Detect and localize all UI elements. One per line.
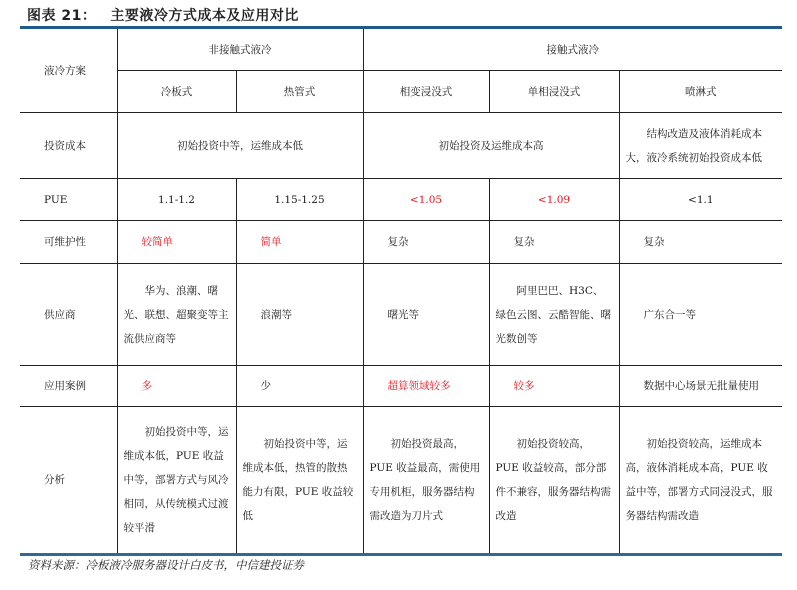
cell-investment-spray: 结构改造及液体消耗成本大，液冷系统初始投资成本低 bbox=[619, 113, 782, 179]
table-row bbox=[20, 179, 782, 221]
row-label-analysis: 分析 bbox=[20, 407, 117, 555]
cell-pue: <1.05 bbox=[363, 179, 489, 221]
row-label-investment: 投资成本 bbox=[20, 113, 117, 179]
cell-suppliers: 广东合一等 bbox=[619, 264, 782, 366]
cell-pue: <1.1 bbox=[619, 179, 782, 221]
cell-investment-non-contact: 初始投资中等，运维成本低 bbox=[117, 113, 363, 179]
cell-use-cases: 多 bbox=[117, 366, 236, 407]
table-row bbox=[20, 113, 782, 179]
figure-number: 图表 21： bbox=[27, 8, 97, 24]
table-row bbox=[20, 366, 782, 407]
row-label-maintainability: 可维护性 bbox=[20, 221, 117, 264]
cell-maintainability: 复杂 bbox=[489, 221, 619, 264]
table-row bbox=[20, 407, 782, 555]
table-row bbox=[20, 264, 782, 366]
cell-pue: 1.15-1.25 bbox=[236, 179, 363, 221]
corner-header: 液冷方案 bbox=[20, 28, 117, 113]
cell-suppliers: 浪潮等 bbox=[236, 264, 363, 366]
figure-title bbox=[27, 5, 299, 25]
cell-maintainability: 复杂 bbox=[619, 221, 782, 264]
col-header-spray: 喷淋式 bbox=[619, 71, 782, 113]
cell-analysis: 初始投资中等，运维成本低，PUE 收益中等，部署方式与风冷相同，从传统模式过渡较平滑 bbox=[117, 407, 236, 555]
row-label-pue: PUE bbox=[20, 179, 117, 221]
cell-use-cases: 较多 bbox=[489, 366, 619, 407]
comparison-table bbox=[20, 26, 782, 556]
cell-suppliers: 曙光等 bbox=[363, 264, 489, 366]
table-row bbox=[20, 221, 782, 264]
cell-use-cases: 超算领域较多 bbox=[363, 366, 489, 407]
cell-maintainability: 较简单 bbox=[117, 221, 236, 264]
cell-use-cases: 少 bbox=[236, 366, 363, 407]
group-header-contact: 接触式液冷 bbox=[363, 28, 782, 71]
group-header-non-contact: 非接触式液冷 bbox=[117, 28, 363, 71]
cell-investment-immersion: 初始投资及运维成本高 bbox=[363, 113, 619, 179]
cell-maintainability: 简单 bbox=[236, 221, 363, 264]
cell-suppliers: 华为、浪潮、曙光、联想、超聚变等主流供应商等 bbox=[117, 264, 236, 366]
col-header-cold-plate: 冷板式 bbox=[117, 71, 236, 113]
col-header-heat-pipe: 热管式 bbox=[236, 71, 363, 113]
cell-analysis: 初始投资较高，PUE 收益较高，部分部件不兼容，服务器结构需改造 bbox=[489, 407, 619, 555]
col-header-single-phase-immersion: 单相浸没式 bbox=[489, 71, 619, 113]
row-label-use-cases: 应用案例 bbox=[20, 366, 117, 407]
cell-use-cases: 数据中心场景无批量使用 bbox=[619, 366, 782, 407]
source-note: 资料来源：冷板液冷服务器设计白皮书，中信建投证券 bbox=[28, 558, 304, 572]
cell-pue: <1.09 bbox=[489, 179, 619, 221]
cell-analysis: 初始投资中等，运维成本低，热管的散热能力有限，PUE 收益较低 bbox=[236, 407, 363, 555]
cell-analysis: 初始投资较高，运维成本高，液体消耗成本高，PUE 收益中等，部署方式同浸没式，服务器结构需改造 bbox=[619, 407, 782, 555]
row-label-suppliers: 供应商 bbox=[20, 264, 117, 366]
cell-pue: 1.1-1.2 bbox=[117, 179, 236, 221]
cell-maintainability: 复杂 bbox=[363, 221, 489, 264]
cell-suppliers: 阿里巴巴、H3C、绿色云图、云酷智能、曙光数创等 bbox=[489, 264, 619, 366]
cell-analysis: 初始投资最高，PUE 收益最高，需使用专用机柜，服务器结构需改造为刀片式 bbox=[363, 407, 489, 555]
col-header-two-phase-immersion: 相变浸没式 bbox=[363, 71, 489, 113]
figure-caption: 主要液冷方式成本及应用对比 bbox=[110, 8, 299, 24]
